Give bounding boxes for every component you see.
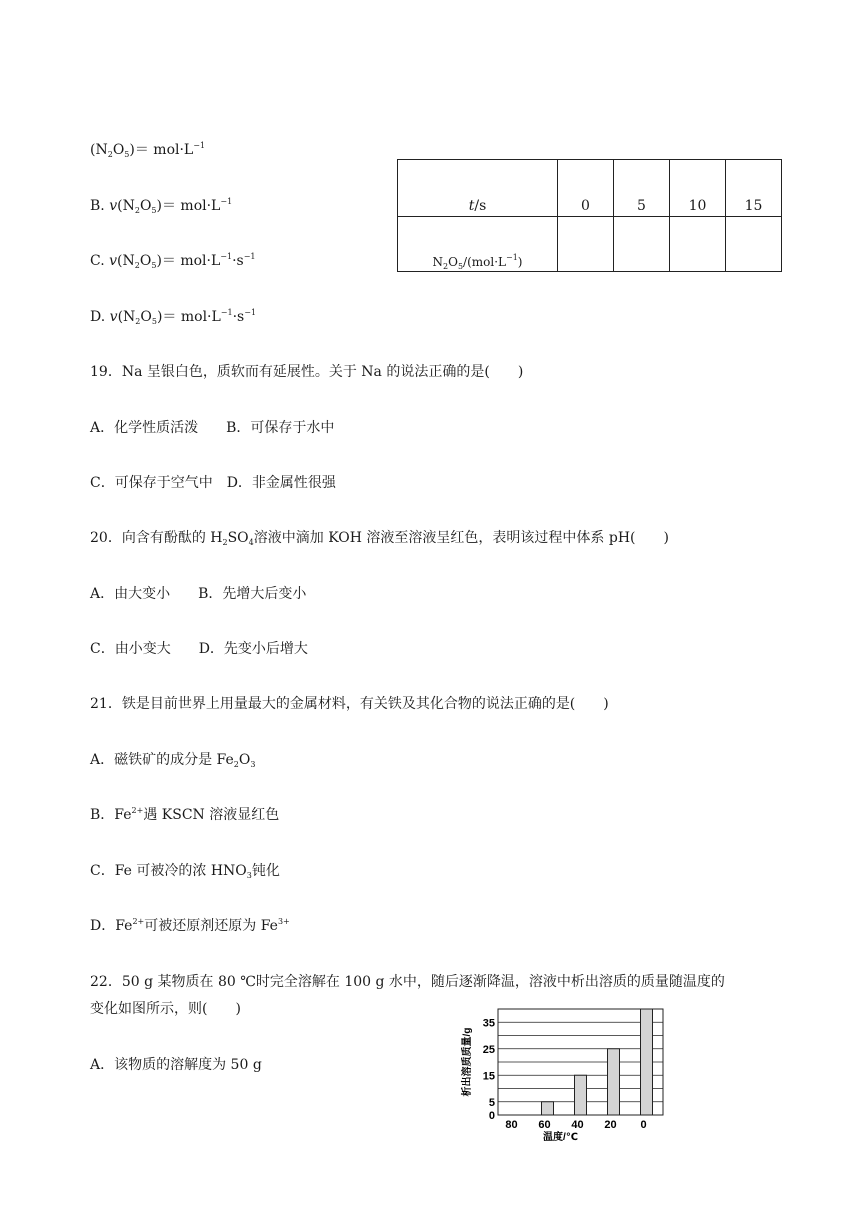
x-tick-label: 60 <box>538 1119 551 1131</box>
y-tick-label: 15 <box>482 1070 495 1083</box>
time-cell: 0 <box>558 160 614 217</box>
y-tick-label: 0 <box>488 1110 495 1122</box>
bar-20 <box>608 1049 620 1115</box>
q18-option-b[interactable]: B. $v(N_2O_5)= mol\cdot L^{-1}$ <box>90 197 233 215</box>
q22-stem-line-1: 22．50 g 某物质在 80 ℃时完全溶解在 100 g 水中，随后逐渐降温，溶液中析出溶质的质量随温度的 <box>90 974 725 990</box>
bar-60 <box>542 1102 554 1115</box>
time-header: t/s <box>398 160 558 217</box>
q20-options-row-1[interactable]: A．由大变小 B．先增大后变小 <box>90 586 307 602</box>
time-row <box>398 160 782 217</box>
concentration-row <box>398 217 782 272</box>
q21-option-c[interactable]: C．Fe 可被冷的浓 $HNO_3$钝化 <box>90 863 280 880</box>
bar-0 <box>641 1009 653 1115</box>
y-tick-label: 25 <box>482 1043 495 1056</box>
concentration-header: $N_2O_5/(mol\cdot L^{-1})$ <box>398 217 558 272</box>
x-axis-label: 温度/℃ <box>543 1132 578 1143</box>
q22-option-a[interactable]: A．该物质的溶解度为 50 g <box>90 1057 262 1073</box>
x-tick-label: 20 <box>604 1119 617 1131</box>
y-tick-labels <box>483 1017 495 1122</box>
q19-options-row-1[interactable]: A．化学性质活泼 B．可保存于水中 <box>90 420 335 436</box>
y-axis-label: 析出溶质质量/g <box>462 1027 473 1097</box>
concentration-cell <box>614 217 670 272</box>
q20-options-row-2[interactable]: C．由小变大 D．先变小后增大 <box>90 641 308 657</box>
concentration-table <box>397 159 782 272</box>
q19-stem: 19．Na 呈银白色，质软而有延展性。关于 Na 的说法正确的是( ) <box>90 364 524 380</box>
q21-stem: 21．铁是目前世界上用量最大的金属材料，有关铁及其化合物的说法正确的是( ) <box>90 696 609 712</box>
time-cell: 15 <box>726 160 782 217</box>
concentration-cell <box>726 217 782 272</box>
q18-fragment: $(N_2O_5)= mol\cdot L^{-1}$ <box>90 141 206 159</box>
q20-stem: 20．向含有酚酞的 $H_2SO_4$溶液中滴加 KOH 溶液至溶液呈红色，表明该过程中体系 pH( ) <box>90 530 669 547</box>
time-cell: 5 <box>614 160 670 217</box>
q18-option-c[interactable]: C. $v(N_2O_5)= mol\cdot L^{-1}\cdot s^{-1}$ <box>90 252 256 270</box>
y-tick-label: 5 <box>488 1096 495 1109</box>
x-tick-label: 80 <box>505 1119 518 1131</box>
x-tick-labels <box>505 1119 646 1131</box>
time-cell: 10 <box>670 160 726 217</box>
q21-option-b[interactable]: B．$Fe^{2+}$遇 KSCN 溶液显红色 <box>90 806 280 823</box>
q21-option-a[interactable]: A．磁铁矿的成分是 $Fe_2O_3$ <box>90 752 256 769</box>
precipitation-bar-chart <box>458 1004 678 1144</box>
bar-40 <box>575 1075 587 1115</box>
x-tick-label: 40 <box>571 1119 584 1131</box>
concentration-cell <box>670 217 726 272</box>
q22-stem-line-2: 变化如图所示，则( ) <box>90 1001 241 1017</box>
q19-options-row-2[interactable]: C．可保存于空气中 D．非金属性很强 <box>90 475 336 491</box>
q21-option-d[interactable]: D．$Fe^{2+}$可被还原剂还原为 $Fe^{3+}$ <box>90 917 290 934</box>
x-tick-label: 0 <box>640 1119 647 1131</box>
y-tick-label: 35 <box>482 1017 495 1030</box>
q18-option-d[interactable]: D. $v(N_2O_5)= mol\cdot L^{-1}\cdot s^{-1}$ <box>90 308 257 326</box>
concentration-cell <box>558 217 614 272</box>
